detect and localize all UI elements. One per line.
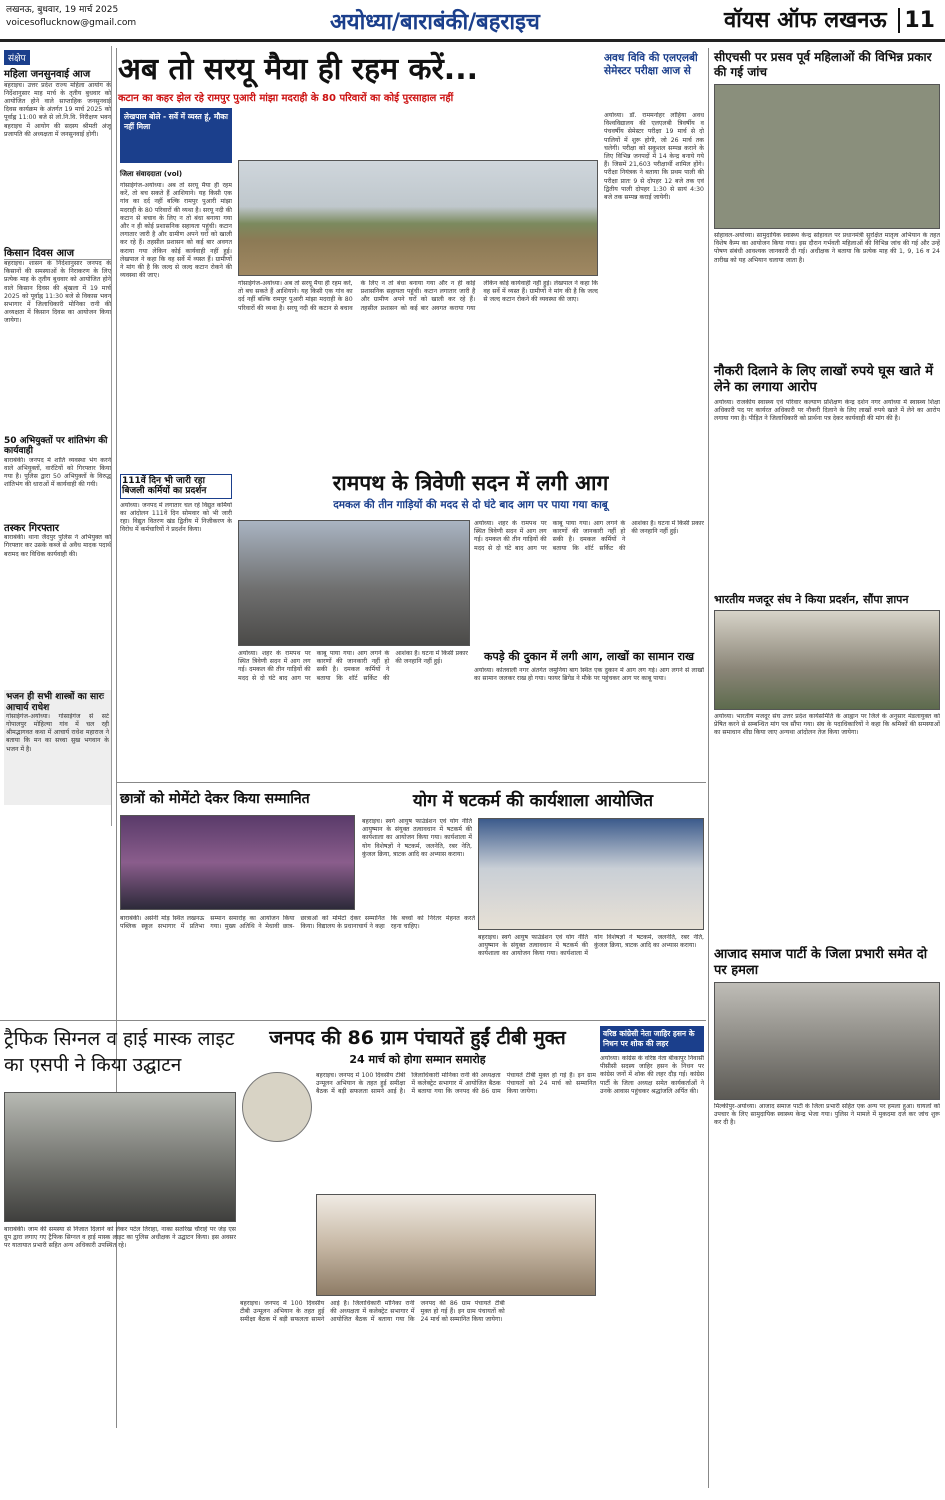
fire-body-bottom: अयोध्या। शहर के रामपथ पर स्थित त्रिवेणी सदन में आग लग गई। दमकल की तीन गाड़ियों की मदद से दो घंटे बाद आग पर काबू पाया गया। आग लगने के कारणों की जानकारी नहीं हो सकी है। दमकल कर्मियों ने बताया कि शॉर्ट सर्किट की आशंका है। घटना में किसी प्रकार की जनहानि नहीं हुई। — [238, 650, 468, 682]
power-protest-story — [120, 474, 232, 772]
brief-title: भजन ही सभी शास्त्रों का सारः आचार्य राधेश — [6, 692, 104, 713]
brief-body: बहराइच। उत्तर प्रदेश राज्य महिला आयोग के निर्देशानुसार माह मार्च के तृतीय बुधवार को आयोजित होने वाले साप्ताहिक जनसुनवाई दिवस कार्यक्रम के अंतर्गत 19 मार्च 2025 को पूर्वाह्न 11:00 बजे से लो.नि.वि. निरीक्षण भवन बहराइच में आयोग की सदस्य श्रीमती अंजू प्रजापति की अध्यक्षता में जनसुनवाई होगी। — [4, 81, 111, 138]
brief-title: महिला जनसुनवाई आज — [4, 69, 111, 82]
lead-body-cols: गोसाईगंज-अयोध्या। अब तो सरयू मैया ही रहम करें, तो बच सकते हैं आशियाने। यह किसी एक गांव का दर्द नहीं बल्कि रामपुर पुआरी मांझा मदराही के 80 परिवारों की व्यथा है। सरयू नदी की कटान से बचाव के लिए न तो बंधा बनाया गया और न ही कोई प्रशासनिक सहायता पहुंची। कटान लगातार जारी है और ग्रामीण अपने घरों को खाली कर रहे हैं। तहसील प्रशासन को कई बार अवगत कराया गया लेकिन कोई कार्यवाही नहीं हुई। लेखपाल ने कहा कि वह सर्वे में व्यस्त हैं। ग्रामीणों ने मांग की है कि जल्द से जल्द कटान रोकने की व्यवस्था की जाए। — [238, 280, 598, 312]
power-protest-body: अयोध्या। जनपद में लगातार चल रहे विद्युत कर्मियों का आंदोलन 111वें दिन सोमवार को भी जारी रहा। विद्युत वितरण खंड द्वितीय में निजीकरण के विरोध में कर्मचारियों ने प्रदर्शन किया। — [120, 501, 232, 534]
far-right-column — [714, 50, 940, 1233]
chc-headline: सीएचसी पर प्रसव पूर्व महिलाओं की विभिन्न प्रकार की गई जांच — [714, 50, 932, 79]
brief-title: तस्कर गिरफ्तार — [4, 522, 59, 534]
masthead-left — [6, 4, 136, 30]
lead-kicker: लेखपाल बोले - सर्वे में व्यस्त हूं, मौका नहीं मिला — [120, 108, 232, 163]
bms-headline: भारतीय मजदूर संघ ने किया प्रदर्शन, सौंपा ज्ञापन — [714, 593, 909, 606]
paper-name — [724, 4, 935, 34]
congress-body: अयोध्या। कांग्रेस के वरिष्ठ नेता बीकापुर निवासी पीसीसी सदस्य जाहिर हसन के निधन पर कांग्रेस जनों में शोक की लहर दौड़ गई। कांग्रेस पार्टी के जिला अध्यक्ष समेत कार्यकर्ताओं ने उनके आवास पहुंचकर श्रद्धांजलि अर्पित की। — [600, 1055, 704, 1095]
llb-exam-story — [604, 52, 704, 78]
fire-headline: रामपथ के त्रिवेणी सदन में लगी आग — [332, 471, 609, 495]
asp-body: मिल्कीपुर-अयोध्या। आजाद समाज पार्टी के जिला प्रभारी सहित एक अन्य पर हमला हुआ। घायलों को उपचार के लिए सामुदायिक स्वास्थ्य केन्द्र भेजा गया। पुलिस ने मामले में मुकदमा दर्ज कर जांच शुरू कर दी है। — [714, 1103, 940, 1127]
bms-photo — [714, 610, 940, 710]
bribe-headline: नौकरी दिलाने के लिए लाखों रुपये घूस खाते में लेने का लगाया आरोप — [714, 364, 934, 395]
students-photo — [120, 815, 355, 910]
brief-item — [4, 436, 111, 517]
brief-title: 50 अभियुक्तों पर शांतिभंग की कार्यवाही — [4, 436, 108, 457]
brief-title: किसान दिवस आज — [4, 248, 111, 261]
students-headline: छात्रों को मोमेंटो देकर किया सम्मानित — [120, 791, 310, 807]
yoga-body: बहराइच। स्वर्ग आयुष फाउंडेशन एवं योग नीति आयुष्मान के संयुक्त तत्वावधान में षटकर्म की कार्यशाला का आयोजन किया गया। कार्यशाला में योग विशेषज्ञों ने षटकर्म, जलनेति, रबर नेति, कुंजल क्रिया, त्राटक आदि का अभ्यास कराया। — [362, 818, 472, 858]
paper-title: वॉयस ऑफ लखनऊ — [723, 8, 887, 33]
asp-photo — [714, 982, 940, 1100]
brief-body: बाराबंकी। थाना जैदपुर पुलिस ने अभियुक्त को गिरफ्तार कर उसके कब्जे से अवैध मादक पदार्थ बरामद कर विधिक कार्यवाही की। — [4, 534, 111, 558]
page-number: 11 — [898, 8, 935, 33]
lead-body-col1: गोसाईगंज-अयोध्या। अब तो सरयू मैया ही रहम करें, तो बच सकते हैं आशियाने। यह किसी एक गांव का दर्द नहीं बल्कि रामपुर पुआरी मांझा मदराही के 80 परिवारों की व्यथा है। सरयू नदी की कटान से बचाव के लिए न तो बंधा बनाया गया और न ही कोई प्रशासनिक सहायता पहुंची। कटान लगातार जारी है और ग्रामीण अपने घरों को खाली कर रहे हैं। तहसील प्रशासन को कई बार अवगत कराया गया लेकिन कोई कार्यवाही नहीं हुई। लेखपाल ने कहा कि वह सर्वे में व्यस्त हैं। ग्रामीणों ने मांग की है कि जल्द से जल्द कटान रोकने की व्यवस्था की जाए। — [120, 182, 232, 280]
lead-headline: अब तो सरयू मैया ही रहम करें... — [118, 52, 478, 87]
fire-body-top: अयोध्या। शहर के रामपथ पर स्थित त्रिवेणी सदन में आग लग गई। दमकल की तीन गाड़ियों की मदद से दो घंटे बाद आग पर काबू पाया गया। आग लगने के कारणों की जानकारी नहीं हो सकी है। दमकल कर्मियों ने बताया कि शॉर्ट सर्किट की आशंका है। घटना में किसी प्रकार की जनहानि नहीं हुई। — [474, 520, 704, 552]
asp-headline: आजाद समाज पार्टी के जिला प्रभारी समेत दो पर हमला — [714, 947, 928, 978]
tb-meeting-photo — [316, 1194, 596, 1296]
briefs-label: संक्षेप — [4, 50, 30, 65]
bribe-body: अयोध्या। राजकीय स्वास्थ्य एवं परिवार कल्याण प्रशिक्षण केन्द्र दर्शन नगर अयोध्या में स्वास्थ्य शिक्षा अधिकारी पद पर कार्यरत अधिकारी पर नौकरी दिलाने के लिए लाखों रुपये खाते में लेने का आरोप लगाया गया है। पीड़ित ने जिलाधिकारी को प्रार्थना पत्र देकर कार्यवाही की मांग की है। — [714, 399, 940, 423]
traffic-headline: ट्रैफिक सिग्नल व हाई मास्क लाइट का एसपी ने किया उद्घाटन — [4, 1028, 235, 1076]
brief-body: बाराबंकी। जनपद में शांति व्यवस्था भंग करने वाले अभियुक्तों, वारंटियों को गिरफ्तार किया गया है। पुलिस द्वारा 50 अभियुक्तों के विरुद्ध शांतिभंग की धाराओं में कार्यवाही की गयी। — [4, 456, 111, 489]
masthead — [0, 0, 945, 42]
issue-date: लखनऊ, बुधवार, 19 मार्च 2025 — [6, 5, 119, 15]
chc-body: सोहावल-अयोध्या। सामुदायिक स्वास्थ्य केन्द्र सोहावल पर प्रधानमंत्री सुरक्षित मातृत्व अभियान के तहत विशेष कैम्प का आयोजन किया गया। इस दौरान गर्भवती महिलाओं की विभिन्न जांच की गई और उन्हें पोषण संबंधी आवश्यक जानकारी दी गई। अधीक्षक ने बताया कि प्रत्येक माह की 1, 9, 16 व 24 तारीख को यह अभियान चलाया जाता है। — [714, 232, 940, 264]
tb-emblem — [242, 1072, 312, 1142]
bms-body: अयोध्या। भारतीय मजदूर संघ उत्तर प्रदेश कार्यसमिति के आह्वान पर जिले के अनुसार मंडलायुक्त को प्रेषित करने से सम्बन्धित मांग पत्र सौंपा गया। संघ के पदाधिकारियों ने कहा कि श्रमिकों की समस्याओं का समाधान शीघ्र किया जाए अन्यथा आंदोलन तेज किया जायेगा। — [714, 713, 940, 737]
brief-item — [4, 69, 111, 242]
lead-story — [118, 52, 598, 104]
brief-item — [4, 248, 111, 431]
lead-byline: जिला संवाददाता (vol) — [120, 170, 183, 178]
shop-fire-story — [474, 650, 704, 792]
llb-body: अयोध्या। डॉ. राममनोहर लोहिया अवध विश्वविद्यालय की एलएलबी त्रिवर्षीय व पंचवर्षीय सेमेस्टर परीक्षा 19 मार्च से दो पालियों में शुरू होगी, जो 26 मार्च तक चलेगी। परीक्षा को सकुशल सम्पन्न कराने के लिए विभिन्न जनपदों में 14 केन्द्र बनाये गये हैं। जिसमें 21,603 परीक्षार्थी शामिल होंगे। परीक्षा नियंत्रक ने बताया कि प्रथम पाली की परीक्षा प्रातः 9 से दोपहर 12 बजे तक एवं द्वितीय पाली दोपहर 1:30 से सायं 4:30 बजे तक सम्पन्न कराई जायेगी। — [604, 112, 704, 202]
section-title: अयोध्या/बाराबंकी/बहराइच — [330, 10, 540, 35]
traffic-story — [4, 1026, 236, 1078]
brief-item — [4, 523, 111, 685]
river-erosion-photo — [238, 160, 598, 276]
fire-subhead: दमकल की तीन गाड़ियों की मदद से दो घंटे बाद आग पर पाया गया काबू — [333, 499, 608, 511]
tb-subhead: 24 मार्च को होगा सम्मान समारोह — [349, 1053, 486, 1066]
fire-photo — [238, 520, 470, 646]
brief-item — [4, 690, 111, 805]
sidebar-briefs — [4, 46, 112, 826]
yoga-headline: योग में षटकर्म की कार्यशाला आयोजित — [412, 791, 654, 811]
llb-headline: अवध विवि की एलएलबी सेमेस्टर परीक्षा आज से — [604, 52, 698, 77]
yoga-story — [362, 790, 704, 812]
traffic-photo — [4, 1092, 236, 1222]
students-story — [120, 790, 355, 808]
contact-email[interactable]: voicesoflucknow@gmail.com — [6, 18, 137, 28]
students-body: बाराबंकी। असेनी मोड़ स्थित लखनऊ पब्लिक स्कूल सभागार में प्रतिभा सम्मान समारोह का आयोजन किया गया। मुख्य अतिथि ने मेधावी छात्र-छात्राओं को मोमेंटो देकर सम्मानित किया। विद्यालय के प्रधानाचार्य ने कहा कि बच्चों को निरंतर मेहनत करते रहना चाहिए। — [120, 915, 475, 931]
tb-headline: जनपद की 86 ग्राम पंचायतें हुईं टीबी मुक्त — [269, 1027, 566, 1049]
tb-body-bottom: बहराइच। जनपद में 100 दिवसीय टीबी उन्मूलन अभियान के तहत हुई समीक्षा बैठक में बड़ी सफलता सामने आई है। जिलाधिकारी मोनिका रानी की अध्यक्षता में कलेक्ट्रेट सभागार में आयोजित बैठक में बताया गया कि जनपद की 86 ग्राम पंचायतें टीबी मुक्त हो गई हैं। इन ग्राम पंचायतों को 24 मार्च को सम्मानित किया जायेगा। — [240, 1300, 505, 1324]
yoga-photo — [478, 818, 704, 930]
power-protest-headline: 111वें दिन भी जारी रहा बिजली कर्मियों का प्रदर्शन — [120, 474, 232, 499]
brief-body: बहराइच। शासन के निर्देशानुसार जनपद के किसानों की समस्याओं के निराकरण के लिए प्रत्येक माह के तृतीय बुधवार को आयोजित होने वाले किसान दिवस की श्रृंखला में 19 मार्च 2025 को पूर्वाह्न 11:30 बजे से विकास भवन सभागार में जिलाधिकारी मोनिका रानी की अध्यक्षता में किसान दिवस का आयोजन किया जायेगा। — [4, 260, 111, 325]
traffic-body: बाराबंकी। जाम की समस्या से निजात दिलाने को लेकर पटेल तिराहा, नाका सतरिख चौराहे पर जेड़ एस ग्रुप द्वारा लगाए गए ट्रैफिक सिग्नल व हाई मास्क लाइट का पुलिस अधीक्षक ने उद्घाटन किया। इस अवसर पर यातायात प्रभारी सहित अन्य अधिकारी उपस्थित रहे। — [4, 1226, 236, 1250]
congress-headline: वरिष्ठ कांग्रेसी नेता जाहिर हसन के निधन पर शोक की लहर — [600, 1026, 704, 1052]
congress-story — [600, 1026, 704, 1480]
tb-story — [240, 1026, 595, 1067]
brief-body: गोसाईगंज-अयोध्या। गोसाईगंज से सटे गोपालपुर मोहिल्या गांव में चल रही श्रीमद्भागवत कथा में आचार्य राधेश महाराज ने बताया कि मन का सच्चा सुख भगवान के भजन में है। — [6, 712, 109, 753]
yoga-body-2: बहराइच। स्वर्ग आयुष फाउंडेशन एवं योग नीति आयुष्मान के संयुक्त तत्वावधान में षटकर्म की कार्यशाला का आयोजन किया गया। कार्यशाला में योग विशेषज्ञों ने षटकर्म, जलनेति, रबर नेति, कुंजल क्रिया, त्राटक आदि का अभ्यास कराया। — [478, 934, 704, 958]
tb-body-top: बहराइच। जनपद में 100 दिवसीय टीबी उन्मूलन अभियान के तहत हुई समीक्षा बैठक में बड़ी सफलता सामने आई है। जिलाधिकारी मोनिका रानी की अध्यक्षता में कलेक्ट्रेट सभागार में आयोजित बैठक में बताया गया कि जनपद की 86 ग्राम पंचायतें टीबी मुक्त हो गई हैं। इन ग्राम पंचायतों को 24 मार्च को सम्मानित किया जायेगा। — [316, 1072, 596, 1096]
chc-photo — [714, 84, 940, 229]
lead-subhead: कटान का कहर झेल रहे रामपुर पुआरी मांझा मदराही के 80 परिवारों का कोई पुरसाहाल नहीं — [118, 93, 454, 104]
shop-fire-headline: कपड़े की दुकान में लगी आग, लाखों का सामान राख — [484, 650, 694, 663]
fire-story — [238, 470, 703, 512]
shop-fire-body: अयोध्या। कोतवाली नगर अंतर्गत जमुनिया बाग स्थित एक दुकान में आग लग गई। आग लगने से लाखों का सामान जलकर राख हो गया। फायर ब्रिगेड ने मौके पर पहुंचकर आग पर काबू पाया। — [474, 667, 704, 683]
